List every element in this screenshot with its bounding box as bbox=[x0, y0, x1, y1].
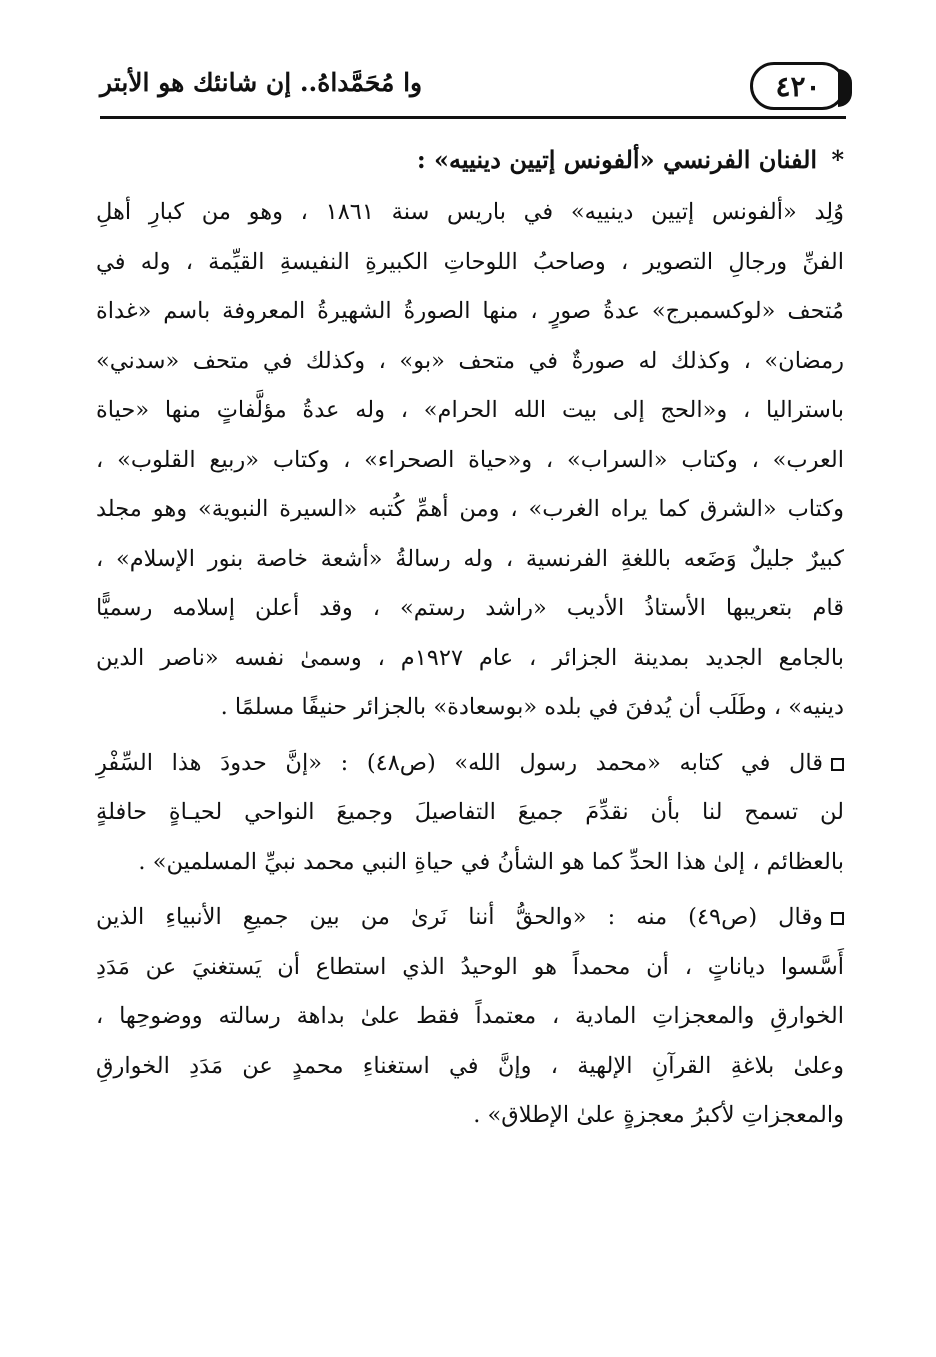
text-line: بالجامع الجديد بمدينة الجزائر ، عام ١٩٢٧م ، وسمىٰ نفسه «ناصر الدين bbox=[96, 644, 844, 671]
text-line: دينيه» ، وطَلَب أن يُدفنَ في بلده «بوسعادة» بالجزائر حنيفًا مسلمًا . bbox=[220, 694, 844, 720]
text-line: الخوارقِ والمعجزاتِ المادية ، معتمداً فقط علىٰ بداهة رسالته ووضوحِها ، bbox=[96, 1003, 844, 1029]
header-rule bbox=[100, 116, 846, 119]
text-line-with-marker bbox=[96, 893, 844, 943]
section-title-text: الفنان الفرنسي «ألفونس إتيين دينييه» : bbox=[416, 145, 818, 174]
quote-paragraph-2 bbox=[96, 893, 844, 1141]
text-line-content: وقال (ص٤٩) منه : «والحقُّ أننا نَرىٰ من بين جميعِ الأنبياءِ الذين bbox=[96, 904, 823, 930]
text-line: قام بتعريبها الأستاذُ الأديب «راشد رستم» ، وقد أعلن إسلامه رسميًّا bbox=[96, 595, 844, 621]
text-line: بالعظائم ، إلىٰ هذا الحدِّ كما هو الشأنُ في حياةِ النبي محمد نبيِّ المسلمين» . bbox=[138, 848, 844, 875]
running-title: وا مُحَمَّداهُ.. إن شانئك هو الأبتر bbox=[100, 68, 423, 97]
text-line-with-marker bbox=[96, 739, 844, 789]
page-body bbox=[96, 140, 844, 1141]
text-line: وُلِد «ألفونس إتيين دينييه» في باريس سنة ١٨٦١ ، وهو من كبارِ أهلِ bbox=[96, 199, 844, 225]
text-line-content: قال في كتابه «محمد رسول الله» (ص٤٨) : «إنَّ حدودَ هذا السِّفْرِ bbox=[96, 749, 823, 776]
text-line: رمضان» ، وكذلك له صورةٌ في متحف «بو» ، وكذلك في متحف «سدني» bbox=[96, 347, 844, 374]
text-line: باستراليا ، و«الحج إلى بيت الله الحرام» ، وله عدةُ مؤلَّفاتٍ منها «حياة bbox=[96, 397, 844, 423]
text-line: الفنِّ ورجالِ التصوير ، وصاحبُ اللوحاتِ الكبيرةِ النفيسةِ القيِّمة ، وله في bbox=[96, 248, 844, 275]
text-line: أَسَّسوا دياناتٍ ، أن محمداً هو الوحيدُ الذي استطاع أن يَستغنيَ عن مَدَدِ bbox=[96, 953, 844, 980]
square-bullet-icon bbox=[831, 758, 844, 771]
text-line: كبيرٌ جليلٌ وَضَعه باللغةِ الفرنسية ، وله رسالةُ «أشعة خاصة بنور الإسلام» ، bbox=[96, 545, 844, 572]
bullet-star-icon: * bbox=[831, 145, 844, 174]
text-line: وعلىٰ بلاغةِ القرآنِ الإلهية ، وإنَّ في استغناءِ محمدٍ عن مَدَدِ الخوارقِ bbox=[96, 1052, 844, 1079]
page-header bbox=[100, 58, 846, 118]
page-number: ٤٢٠ bbox=[750, 62, 846, 110]
text-line: العرب» ، وكتاب «السراب» ، و«حياة الصحراء» ، وكتاب «ربيع القلوب» ، bbox=[96, 446, 844, 473]
text-line: وكتاب «الشرق كما يراه الغرب» ، ومن أهمِّ كُتبه «السيرة النبوية» وهو مجلد bbox=[96, 496, 844, 522]
quote-paragraph-1 bbox=[96, 739, 844, 888]
square-bullet-icon bbox=[831, 912, 844, 925]
text-line: والمعجزاتِ لأكبرُ معجزةٍ علىٰ الإطلاق» . bbox=[473, 1102, 844, 1128]
text-line: لن تسمح لنا بأن نقدِّمَ جميعَ التفاصيلَ وجميعَ النواحي لحيـاةٍ حافلةٍ bbox=[96, 799, 844, 825]
text-line: مُتحف «لوكسمبرج» عدةُ صورٍ ، منها الصورةُ الشهيرةُ المعروفة باسم «غداة bbox=[96, 298, 844, 324]
biography-paragraph bbox=[96, 188, 844, 733]
section-title bbox=[96, 140, 844, 180]
